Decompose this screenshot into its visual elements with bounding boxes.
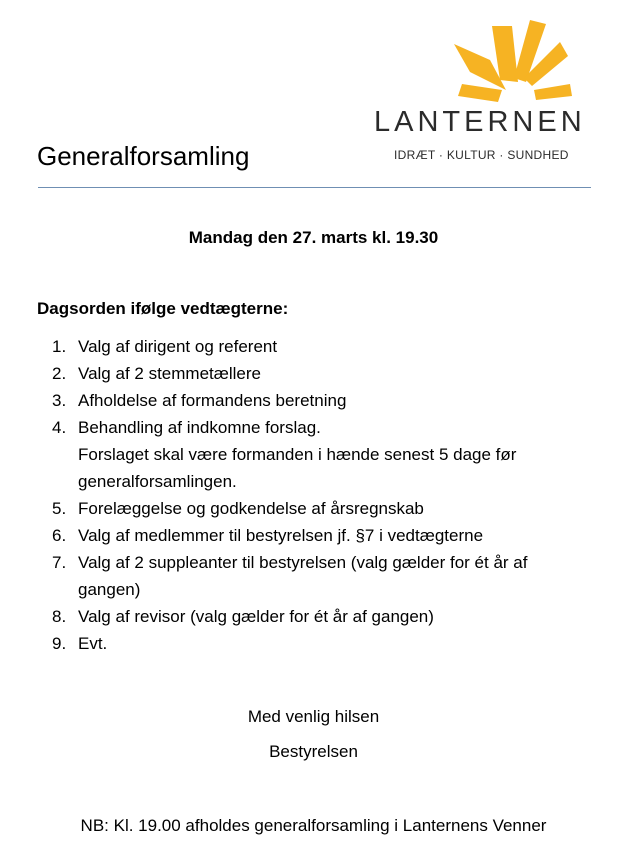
agenda-item-text: Evt. bbox=[78, 634, 108, 653]
closing-greeting: Med venlig hilsen bbox=[247, 707, 380, 726]
agenda-item-number: 9. bbox=[52, 634, 67, 653]
agenda-item-text: Behandling af indkomne forslag. bbox=[78, 418, 321, 437]
lanternen-logo bbox=[372, 20, 586, 170]
agenda-item-text: Valg af 2 stemmetællere bbox=[78, 364, 261, 383]
agenda-item bbox=[52, 495, 612, 522]
agenda-item-text: Valg af revisor (valg gælder for ét år af gangen) bbox=[78, 607, 434, 626]
agenda-item-text: Valg af dirigent og referent bbox=[78, 337, 278, 356]
agenda-item bbox=[52, 333, 612, 360]
agenda-item-text: Forslaget skal være formanden i hænde senest 5 dage før bbox=[78, 445, 517, 464]
agenda-item-number: 1. bbox=[52, 337, 67, 356]
agenda-item-number: 4. bbox=[52, 418, 67, 437]
agenda-list bbox=[52, 333, 612, 657]
logo-wordmark: LANTERNEN bbox=[374, 106, 586, 138]
agenda-item-text: Afholdelse af formandens beretning bbox=[78, 391, 347, 410]
agenda-item-text: Forelæggelse og godkendelse af årsregnskab bbox=[78, 499, 424, 518]
agenda-item-text: Valg af 2 suppleanter til bestyrelsen (valg gælder for ét år af bbox=[78, 553, 528, 572]
sunburst-logo-icon bbox=[448, 20, 572, 112]
agenda-item-number: 3. bbox=[52, 391, 67, 410]
agenda-item-text: generalforsamlingen. bbox=[78, 472, 237, 491]
agenda-item bbox=[52, 603, 612, 630]
page-title: Generalforsamling bbox=[37, 141, 250, 171]
agenda-item bbox=[52, 630, 612, 657]
agenda-item bbox=[52, 360, 612, 387]
agenda-item-text: gangen) bbox=[78, 580, 141, 599]
closing-signature: Bestyrelsen bbox=[269, 742, 358, 761]
agenda-item bbox=[52, 414, 612, 495]
agenda-item bbox=[52, 522, 612, 549]
header-divider bbox=[38, 187, 591, 188]
logo-ray bbox=[458, 84, 502, 102]
agenda-item-number: 6. bbox=[52, 526, 67, 545]
agenda-item-number: 2. bbox=[52, 364, 67, 383]
agenda-heading: Dagsorden ifølge vedtægterne: bbox=[37, 299, 289, 318]
agenda-item-text: Valg af medlemmer til bestyrelsen jf. §7 i vedtægterne bbox=[78, 526, 484, 545]
agenda-item bbox=[52, 387, 612, 414]
agenda-item-number: 8. bbox=[52, 607, 67, 626]
footer-note: NB: Kl. 19.00 afholdes generalforsamling i Lanternens Venner bbox=[80, 816, 547, 835]
meeting-date: Mandag den 27. marts kl. 19.30 bbox=[188, 228, 439, 247]
logo-tagline: IDRÆT · KULTUR · SUNDHED bbox=[394, 148, 569, 162]
agenda-item-number: 5. bbox=[52, 499, 67, 518]
agenda-item-number: 7. bbox=[52, 553, 67, 572]
agenda-item bbox=[52, 549, 612, 603]
logo-ray bbox=[534, 84, 572, 100]
